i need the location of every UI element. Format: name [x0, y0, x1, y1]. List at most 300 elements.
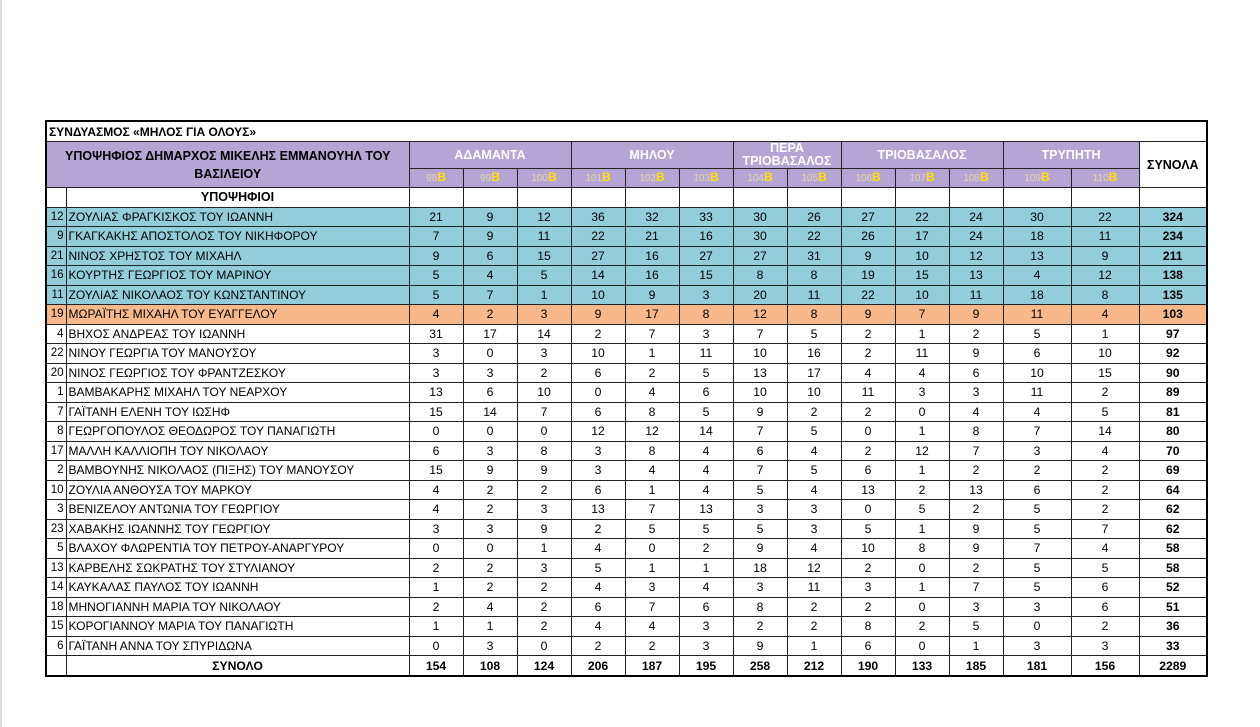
vote-cell: 3	[463, 519, 517, 539]
vote-cell: 11	[841, 383, 895, 403]
candidate-row	[46, 305, 1207, 325]
vote-cell: 9	[409, 246, 463, 266]
vote-cell: 3	[733, 578, 787, 598]
vote-cell: 2	[841, 324, 895, 344]
grand-total: 2289	[1139, 656, 1207, 677]
vote-cell: 5	[1003, 519, 1071, 539]
vote-cell: 0	[625, 539, 679, 559]
vote-cell: 4	[1071, 305, 1139, 325]
vote-cell: 14	[1071, 422, 1139, 442]
candidate-total: 69	[1139, 461, 1207, 481]
vote-cell: 7	[1003, 422, 1071, 442]
vote-cell: 2	[409, 597, 463, 617]
candidate-name: ΧΑΒΑΚΗΣ ΙΩΑΝΝΗΣ ΤΟΥ ΓΕΩΡΓΙΟΥ	[66, 519, 409, 539]
vote-cell: 10	[841, 539, 895, 559]
candidate-number: 5	[46, 539, 66, 559]
vote-cell: 16	[679, 227, 733, 247]
vote-cell: 1	[517, 539, 571, 559]
municipality-header: ΤΡΙΟΒΑΣΑΛΟΣ	[841, 142, 1003, 169]
station-number: 106	[855, 173, 872, 184]
blank-cell	[571, 188, 625, 208]
vote-cell: 4	[463, 266, 517, 286]
vote-cell: 5	[733, 519, 787, 539]
vote-cell: 11	[1071, 227, 1139, 247]
candidate-name: ΓΚΑΓΚΑΚΗΣ ΑΠΟΣΤΟΛΟΣ ΤΟΥ ΝΙΚΗΦΟΡΟΥ	[66, 227, 409, 247]
vote-cell: 22	[571, 227, 625, 247]
vote-cell: 7	[625, 324, 679, 344]
vote-cell: 30	[733, 207, 787, 227]
vote-cell: 6	[463, 383, 517, 403]
station-number: 99	[480, 173, 492, 184]
vote-cell: 22	[841, 285, 895, 305]
vote-cell: 26	[841, 227, 895, 247]
sum-cell: 212	[787, 656, 841, 677]
vote-cell: 3	[1003, 597, 1071, 617]
vote-cell: 13	[841, 480, 895, 500]
vote-cell: 14	[679, 422, 733, 442]
vote-cell: 22	[1071, 207, 1139, 227]
vote-cell: 2	[463, 305, 517, 325]
candidate-row	[46, 558, 1207, 578]
candidate-total: 103	[1139, 305, 1207, 325]
vote-cell: 5	[517, 266, 571, 286]
municipality-header: ΜΗΛΟΥ	[571, 142, 733, 169]
vote-cell: 22	[787, 227, 841, 247]
candidate-total: 81	[1139, 402, 1207, 422]
vote-cell: 10	[571, 344, 625, 364]
candidate-header: ΥΠΟΨΗΦΙΟΣ ΔΗΜΑΡΧΟΣ ΜΙΚΕΛΗΣ ΕΜΜΑΝΟΥΗΛ ΤΟΥ ΒΑΣΙΛΕΙΟΥ	[46, 142, 409, 188]
vote-cell: 4	[571, 578, 625, 598]
candidate-total: 234	[1139, 227, 1207, 247]
sum-cell: 187	[625, 656, 679, 677]
vote-cell: 9	[949, 539, 1003, 559]
vote-cell: 1	[625, 558, 679, 578]
vote-cell: 19	[841, 266, 895, 286]
vote-cell: 17	[463, 324, 517, 344]
vote-cell: 2	[463, 578, 517, 598]
vote-cell: 0	[895, 558, 949, 578]
candidate-row	[46, 344, 1207, 364]
vote-cell: 0	[571, 383, 625, 403]
vote-cell: 4	[571, 539, 625, 559]
vote-cell: 9	[733, 636, 787, 656]
vote-cell: 5	[1003, 558, 1071, 578]
vote-cell: 4	[679, 441, 733, 461]
station-header	[1071, 169, 1139, 188]
candidate-number: 11	[46, 285, 66, 305]
vote-cell: 2	[787, 617, 841, 637]
vote-cell: 3	[409, 363, 463, 383]
sum-cell: 108	[463, 656, 517, 677]
vote-cell: 5	[787, 461, 841, 481]
sum-cell: 206	[571, 656, 625, 677]
candidate-number: 10	[46, 480, 66, 500]
station-number: 110	[1092, 173, 1109, 184]
station-number: 104	[747, 173, 764, 184]
vote-cell: 30	[1003, 207, 1071, 227]
vote-cell: 16	[787, 344, 841, 364]
vote-cell: 4	[571, 617, 625, 637]
candidate-number: 1	[46, 383, 66, 403]
candidate-name: ΓΑΪΤΑΝΗ ΕΛΕΝΗ ΤΟΥ ΙΩΣΗΦ	[66, 402, 409, 422]
candidate-total: 89	[1139, 383, 1207, 403]
vote-cell: 8	[841, 617, 895, 637]
candidate-total: 62	[1139, 500, 1207, 520]
sum-cell: 258	[733, 656, 787, 677]
candidate-total: 33	[1139, 636, 1207, 656]
vote-cell: 4	[787, 480, 841, 500]
station-number: 108	[963, 173, 980, 184]
vote-cell: 13	[1003, 246, 1071, 266]
station-letter: Β	[926, 170, 935, 184]
vote-cell: 8	[1071, 285, 1139, 305]
vote-cell: 13	[949, 480, 1003, 500]
candidate-name: ΒΑΜΒΑΚΑΡΗΣ ΜΙΧΑΗΛ ΤΟΥ ΝΕΑΡΧΟΥ	[66, 383, 409, 403]
candidate-name: ΓΑΪΤΑΝΗ ΑΝΝΑ ΤΟΥ ΣΠΥΡΙΔΩΝΑ	[66, 636, 409, 656]
vote-cell: 2	[841, 344, 895, 364]
vote-cell: 5	[409, 266, 463, 286]
vote-cell: 5	[787, 422, 841, 442]
vote-cell: 15	[679, 266, 733, 286]
vote-cell: 9	[841, 246, 895, 266]
station-header	[895, 169, 949, 188]
vote-cell: 3	[679, 324, 733, 344]
candidate-name: ΚΟΡΟΓΙΑΝΝΟΥ ΜΑΡΙΑ ΤΟΥ ΠΑΝΑΓΙΩΤΗ	[66, 617, 409, 637]
vote-cell: 4	[679, 461, 733, 481]
candidate-name: ΖΟΥΛΙΑΣ ΝΙΚΟΛΑΟΣ ΤΟΥ ΚΩΝΣΤΑΝΤΙΝΟΥ	[66, 285, 409, 305]
candidate-number: 21	[46, 246, 66, 266]
vote-cell: 9	[463, 227, 517, 247]
candidate-number: 8	[46, 422, 66, 442]
vote-cell: 15	[409, 402, 463, 422]
vote-cell: 5	[895, 500, 949, 520]
candidate-number: 3	[46, 500, 66, 520]
station-letter: Β	[656, 170, 665, 184]
vote-cell: 12	[949, 246, 1003, 266]
municipality-header: ΑΔΑΜΑΝΤΑ	[409, 142, 571, 169]
vote-cell: 11	[1003, 383, 1071, 403]
candidate-total: 58	[1139, 558, 1207, 578]
vote-cell: 4	[679, 480, 733, 500]
vote-cell: 5	[571, 558, 625, 578]
sum-row	[46, 656, 1207, 677]
vote-cell: 2	[517, 480, 571, 500]
vote-cell: 8	[949, 422, 1003, 442]
vote-cell: 8	[517, 441, 571, 461]
vote-cell: 0	[895, 402, 949, 422]
vote-cell: 6	[571, 597, 625, 617]
station-header	[409, 169, 463, 188]
station-number: 102	[639, 173, 656, 184]
vote-cell: 2	[1071, 500, 1139, 520]
vote-cell: 27	[571, 246, 625, 266]
vote-cell: 2	[517, 363, 571, 383]
station-letter: Β	[1041, 170, 1050, 184]
blank-cell	[679, 188, 733, 208]
vote-cell: 2	[571, 324, 625, 344]
vote-cell: 4	[679, 578, 733, 598]
candidate-total: 135	[1139, 285, 1207, 305]
candidate-number: 6	[46, 636, 66, 656]
candidate-row	[46, 363, 1207, 383]
vote-cell: 2	[517, 597, 571, 617]
vote-cell: 1	[895, 578, 949, 598]
vote-cell: 7	[625, 597, 679, 617]
vote-cell: 7	[1003, 539, 1071, 559]
vote-cell: 5	[1003, 500, 1071, 520]
vote-cell: 11	[949, 285, 1003, 305]
candidate-total: 36	[1139, 617, 1207, 637]
vote-cell: 9	[463, 461, 517, 481]
vote-cell: 3	[463, 636, 517, 656]
vote-cell: 1	[679, 558, 733, 578]
vote-cell: 3	[1003, 441, 1071, 461]
vote-cell: 6	[1003, 480, 1071, 500]
vote-cell: 7	[733, 461, 787, 481]
sum-cell: 190	[841, 656, 895, 677]
candidate-name: ΜΑΛΛΗ ΚΑΛΛΙΟΠΗ ΤΟΥ ΝΙΚΟΛΑΟΥ	[66, 441, 409, 461]
station-header	[1003, 169, 1071, 188]
vote-cell: 36	[571, 207, 625, 227]
vote-cell: 10	[787, 383, 841, 403]
vote-cell: 16	[625, 266, 679, 286]
vote-cell: 2	[895, 480, 949, 500]
vote-cell: 3	[517, 500, 571, 520]
vote-cell: 2	[841, 441, 895, 461]
vote-cell: 10	[895, 246, 949, 266]
vote-cell: 2	[1071, 480, 1139, 500]
station-number: 107	[909, 173, 926, 184]
vote-cell: 10	[517, 383, 571, 403]
candidate-number: 4	[46, 324, 66, 344]
vote-cell: 2	[787, 402, 841, 422]
vote-cell: 1	[895, 324, 949, 344]
vote-cell: 14	[571, 266, 625, 286]
vote-cell: 0	[895, 636, 949, 656]
candidate-total: 90	[1139, 363, 1207, 383]
vote-cell: 6	[841, 636, 895, 656]
vote-cell: 1	[517, 285, 571, 305]
vote-cell: 6	[1071, 578, 1139, 598]
vote-cell: 0	[463, 539, 517, 559]
vote-cell: 3	[949, 383, 1003, 403]
vote-cell: 4	[841, 363, 895, 383]
vote-cell: 17	[895, 227, 949, 247]
station-number: 98	[426, 173, 438, 184]
vote-cell: 5	[949, 617, 1003, 637]
station-number: 100	[531, 173, 548, 184]
vote-cell: 6	[463, 246, 517, 266]
vote-cell: 4	[625, 383, 679, 403]
blank-cell	[46, 188, 66, 208]
vote-cell: 14	[517, 324, 571, 344]
vote-cell: 8	[787, 305, 841, 325]
vote-cell: 2	[517, 617, 571, 637]
vote-cell: 1	[409, 617, 463, 637]
candidate-name: ΝΙΝΟΥ ΓΕΩΡΓΙΑ ΤΟΥ ΜΑΝΟΥΣΟΥ	[66, 344, 409, 364]
vote-cell: 9	[949, 305, 1003, 325]
vote-cell: 6	[841, 461, 895, 481]
candidate-name: ΒΛΑΧΟΥ ΦΛΩΡΕΝΤΙΑ ΤΟΥ ΠΕΤΡΟΥ-ΑΝΑΡΓΥΡΟΥ	[66, 539, 409, 559]
vote-cell: 5	[1003, 324, 1071, 344]
candidate-total: 62	[1139, 519, 1207, 539]
candidate-row	[46, 519, 1207, 539]
vote-cell: 4	[1003, 266, 1071, 286]
vote-cell: 3	[1071, 636, 1139, 656]
vote-cell: 8	[733, 597, 787, 617]
vote-cell: 3	[787, 500, 841, 520]
vote-cell: 7	[1071, 519, 1139, 539]
vote-cell: 2	[625, 363, 679, 383]
candidate-row	[46, 285, 1207, 305]
candidate-row	[46, 461, 1207, 481]
vote-cell: 31	[787, 246, 841, 266]
vote-cell: 0	[409, 539, 463, 559]
candidate-name: ΝΙΝΟΣ ΓΕΩΡΓΙΟΣ ΤΟΥ ΦΡΑΝΤΖΕΣΚΟΥ	[66, 363, 409, 383]
vote-cell: 13	[733, 363, 787, 383]
vote-cell: 6	[409, 441, 463, 461]
station-letter: Β	[980, 170, 989, 184]
vote-cell: 11	[787, 285, 841, 305]
vote-cell: 8	[625, 402, 679, 422]
vote-cell: 12	[895, 441, 949, 461]
vote-cell: 1	[625, 480, 679, 500]
vote-cell: 6	[571, 363, 625, 383]
vote-cell: 9	[517, 461, 571, 481]
candidate-row	[46, 636, 1207, 656]
vote-cell: 2	[1003, 461, 1071, 481]
vote-cell: 2	[463, 480, 517, 500]
vote-cell: 5	[1003, 578, 1071, 598]
vote-cell: 7	[625, 500, 679, 520]
candidate-name: ΒΗΧΟΣ ΑΝΔΡΕΑΣ ΤΟΥ ΙΩΑΝΝΗ	[66, 324, 409, 344]
vote-cell: 12	[787, 558, 841, 578]
vote-cell: 2	[949, 461, 1003, 481]
candidate-name: ΝΙΝΟΣ ΧΡΗΣΤΟΣ ΤΟΥ ΜΙΧΑΗΛ	[66, 246, 409, 266]
vote-cell: 5	[409, 285, 463, 305]
vote-cell: 2	[1071, 461, 1139, 481]
vote-cell: 5	[1071, 558, 1139, 578]
vote-cell: 9	[733, 402, 787, 422]
vote-cell: 7	[949, 441, 1003, 461]
candidate-number: 19	[46, 305, 66, 325]
vote-cell: 27	[733, 246, 787, 266]
candidate-row	[46, 207, 1207, 227]
station-header	[949, 169, 1003, 188]
vote-cell: 2	[1071, 617, 1139, 637]
vote-cell: 2	[517, 578, 571, 598]
station-letter: Β	[764, 170, 773, 184]
vote-cell: 7	[895, 305, 949, 325]
candidate-number: 18	[46, 597, 66, 617]
vote-cell: 6	[949, 363, 1003, 383]
vote-cell: 3	[679, 636, 733, 656]
vote-cell: 4	[895, 363, 949, 383]
vote-cell: 3	[463, 363, 517, 383]
candidate-number: 16	[46, 266, 66, 286]
vote-cell: 8	[679, 305, 733, 325]
vote-cell: 9	[625, 285, 679, 305]
vote-cell: 5	[679, 519, 733, 539]
station-letter: Β	[710, 170, 719, 184]
vote-cell: 7	[517, 402, 571, 422]
vote-cell: 11	[787, 578, 841, 598]
vote-cell: 18	[1003, 285, 1071, 305]
vote-cell: 9	[571, 305, 625, 325]
sum-cell: 154	[409, 656, 463, 677]
vote-cell: 2	[895, 617, 949, 637]
sum-label: ΣΥΝΟΛΟ	[66, 656, 409, 677]
vote-cell: 4	[787, 441, 841, 461]
vote-cell: 4	[1071, 539, 1139, 559]
vote-cell: 6	[1003, 344, 1071, 364]
vote-cell: 1	[895, 461, 949, 481]
vote-cell: 8	[733, 266, 787, 286]
vote-cell: 0	[1003, 617, 1071, 637]
vote-cell: 14	[463, 402, 517, 422]
vote-cell: 2	[787, 597, 841, 617]
candidate-total: 51	[1139, 597, 1207, 617]
blank-cell	[463, 188, 517, 208]
vote-cell: 2	[949, 500, 1003, 520]
vote-cell: 15	[1071, 363, 1139, 383]
vote-cell: 9	[1071, 246, 1139, 266]
vote-cell: 4	[625, 461, 679, 481]
vote-cell: 2	[679, 539, 733, 559]
station-letter: Β	[437, 170, 446, 184]
candidate-name: ΜΩΡΑΪΤΗΣ ΜΙΧΑΗΛ ΤΟΥ ΕΥΑΓΓΕΛΟΥ	[66, 305, 409, 325]
sum-cell: 185	[949, 656, 1003, 677]
vote-cell: 31	[409, 324, 463, 344]
candidate-number: 15	[46, 617, 66, 637]
vote-cell: 21	[409, 207, 463, 227]
candidate-number: 7	[46, 402, 66, 422]
vote-cell: 3	[787, 519, 841, 539]
vote-cell: 27	[679, 246, 733, 266]
sum-cell: 195	[679, 656, 733, 677]
vote-cell: 0	[895, 597, 949, 617]
vote-cell: 6	[733, 441, 787, 461]
candidate-name: ΒΕΝΙΖΕΛΟΥ ΑΝΤΩΝΙΑ ΤΟΥ ΓΕΩΡΓΙΟΥ	[66, 500, 409, 520]
candidate-number: 20	[46, 363, 66, 383]
vote-cell: 15	[517, 246, 571, 266]
vote-cell: 2	[571, 519, 625, 539]
vote-cell: 24	[949, 207, 1003, 227]
vote-cell: 0	[463, 422, 517, 442]
station-header	[571, 169, 625, 188]
blank-cell	[787, 188, 841, 208]
vote-cell: 0	[463, 344, 517, 364]
vote-cell: 4	[409, 305, 463, 325]
candidate-number: 12	[46, 207, 66, 227]
station-number: 101	[585, 173, 602, 184]
station-header	[841, 169, 895, 188]
vote-cell: 11	[895, 344, 949, 364]
candidate-row	[46, 422, 1207, 442]
vote-cell: 3	[517, 558, 571, 578]
vote-cell: 6	[679, 383, 733, 403]
vote-cell: 2	[733, 617, 787, 637]
vote-cell: 0	[409, 636, 463, 656]
candidate-total: 64	[1139, 480, 1207, 500]
vote-cell: 7	[409, 227, 463, 247]
candidate-row	[46, 402, 1207, 422]
vote-cell: 3	[895, 383, 949, 403]
station-number: 105	[801, 173, 818, 184]
vote-cell: 17	[787, 363, 841, 383]
vote-cell: 5	[679, 402, 733, 422]
vote-cell: 3	[679, 285, 733, 305]
